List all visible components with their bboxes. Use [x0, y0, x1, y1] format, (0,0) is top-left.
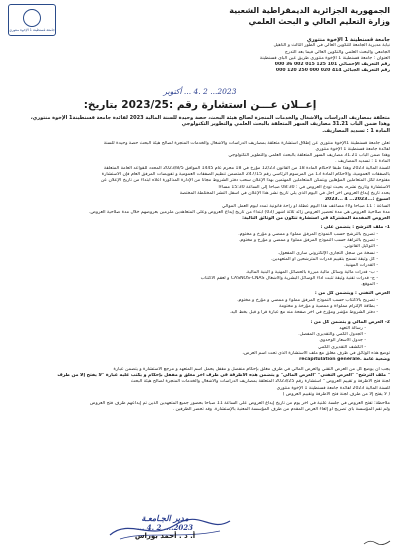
signatory-name: أ. د . أحمد بوراس: [134, 532, 196, 540]
list-item: - ب- قدرات مالية وسائل مالية مبررة بالحصائل المهنية و البنية المالية.: [245, 269, 378, 275]
signature-block: [90, 513, 240, 543]
body-p1: تعلن جامعة قسنطينة 1الإخوة منتوري عن إطلاق استشارة متعلقة بمصاريف الدراسات والأشغال والخدمات المنجزة لصالح هيئة البحث حصة وحيدة للسنة: [103, 140, 390, 146]
announcement-title: إعــلان عـــن استشارة رقم :2023/25 بتاريخ:: [83, 98, 317, 111]
recap-label: وضعية عامة .récapitulation générale: [299, 357, 390, 363]
list-item: - رسالة التعهد: [339, 325, 366, 331]
list-item: - جدول الأسعار الوحدوي: [319, 338, 366, 344]
list-item: - الموقع.: [361, 282, 378, 288]
note-line1: ملاحظة: تفتح العروض في جلسة علنية في آخر يوم من تاريخ إيداع العروض على الساعة 11 صباحا بحضور جميع المتعهدين الذين تم إيداعهم ظرف فتح العروض: [89, 401, 390, 407]
logo-label: جامعة قسنطينة 1 الإخوة منتوري: [9, 27, 55, 32]
ministry-title: وزارة التعليم العالي و البحث العلمي: [248, 16, 390, 26]
list-item: - نسخة من سجل التجاري الإلكتروني ساري المفعول.: [277, 250, 378, 256]
body-p2d: الاستشارة وتاريخ نشره، بحيث تودع العروض في : 08:30 صباحا إلى الساعة 15:30 مساءا: [218, 184, 390, 190]
body-p1c: وهذا ضمن الباب 31.21 مصاريف السهر المتعلقة بالبحث العلمي والتطوير التكنولوجي: [228, 153, 390, 159]
technical-title: العرض التقني : ويتضمن كل من :: [314, 291, 390, 297]
list-item: - بطاقة الإلتزام مملوءة و ممضية و مؤرخة و مختومة: [279, 303, 378, 309]
list-item: - ج- قدرات تقنية وثيقة تثبت أداء الوسائل البشرية والأشغال CASNOS-CNAS و لعقم الاكتتاب: [200, 275, 378, 281]
university-line1: نيابة مديرية الجامعة للتكوين العالي في الطور الثالث و التأهيل: [273, 43, 390, 49]
list-item: - تصريح بالنزاهة حسب النموذج المرفق مملوء و ممضي و مؤرخ و مختوم.: [238, 238, 378, 244]
university-block: [10, 37, 390, 75]
list-item: - تصريح بالاكتتاب حسب النموذج المرفق مملوء و ممضي و مؤرخ و مختوم.: [237, 297, 378, 303]
announcement-subject: [10, 115, 390, 135]
body-p2: للسنة المالية 2023 وهذا طبقا لأحكام المادة 18 من القانون 12/23 مؤرخ في 18 محرم عام 1445 الموافق 2023/8/5 المحدد للقواعد العامة المتعلقة: [103, 165, 390, 171]
body-p3c: الساعة : 11 صباحا ولاء مضاعف هذا اليوم عطلة أو راحة قانونية تمدد ليوم العمل الموالي: [221, 203, 390, 209]
subject-line1: متعلقة بمصاريف الدراسات والأشغال والخدمات المنجزة لصالح هيئة البحث، حصة وحيدة للسنة المالية 2023 لفائدة جامعة قسنطينة1 الإخوة منتوري،: [30, 114, 390, 121]
subject-line3: المادة 1 : تسديد المصاريف.: [322, 127, 390, 134]
technical-section: [10, 291, 390, 316]
list-item: - الجدول الكمي والتقديري المفصل.: [298, 332, 366, 338]
body-p2b: بالصفقات العمومية، والأحكام المادة 13 من المرسوم الرئاسي رقم 247/15 المتضمن تنظيم الصفقات العمومية و تفويضات المرفق العام فإن الاستشارة: [101, 172, 390, 178]
body-p1b: لفائدة جامعة قسنطينة 1 الإخوة منتوري: [315, 146, 390, 152]
university-name: جامعة قسنطينة 1 الإخوة منتوري: [306, 37, 390, 43]
dossier-list: [10, 232, 390, 289]
emblem-icon: [23, 9, 41, 27]
envelope-section: [10, 367, 390, 398]
financial-list: [10, 326, 390, 351]
note-section: [10, 401, 390, 414]
recap-text: توضع هذه الوثائق في ظرف مغلق مع ملف الاستشارة الذي تحت اسم العرض،: [242, 351, 390, 357]
financial-section: [10, 320, 390, 364]
body-text: [10, 141, 390, 223]
republic-title: الجمهورية الجزائرية الديمقراطية الشعبية: [229, 6, 390, 15]
list-item: - دفتر الشروط مؤشر ومؤرخ في أخر صفحة منه مع عبارة قرأ و قبل بخط اليد.: [229, 310, 378, 316]
list-item: - القدرات المهنية.: [344, 263, 378, 269]
list-item: - التوكيل القانوني.: [343, 244, 378, 250]
envelope-line3: لجنة فتح الأظرفة و تقييم العروض " استشارة رقم 2023/25 المتعلقة بمصاريف الدراسات والأشغال والخدمات المنجزة لصالح هيئة البحث: [130, 379, 390, 385]
list-item: - تصريح بالترشح حسب النموذج المرفق مملوء و ممضي و مؤرخ و مختوم.: [238, 231, 378, 237]
technical-list: [10, 298, 390, 317]
list-item: - كل وثيقة تسمح بتقييم قدرات المترشحين أو المتعهدين.: [270, 256, 378, 262]
subject-line2: وهذا ضمن الباب 31.21 مصاريف السهر المتعلقة بالبحث العلمي والتطوير التكنولوجي: [181, 121, 390, 128]
university-line2: الجامعي والبحث العلمي والتكوين العالي فيما بعد التدرج: [284, 49, 390, 55]
signature-date: 2023.... 2 .4 ...: [136, 523, 194, 532]
body-p2c: مفتوحة لكل المتعاملين المؤهلين وبتمكن المتعاملين المهتمين بهذا الإعلان سحب دفتر الشروط مجانا من الإدارة المذكورة أعلاه ابتداء من تاريخ الإعلان عن: [100, 178, 390, 184]
envelope-line2: " ملف الترشح" "العرض التقني" "العرض المالي" و يتضمن هذه الأظرفة في ظرف آخر مغلق و مقفل بإحكام و يكتب عليه عبارة "لا يفتح إلا من طرف: [57, 372, 390, 378]
envelope-line1: يجب أن يوضع كل من العرض التقني والعرض المالي في ظرف مغلق بإحكام منفصل و مقفل يحمل اسم المتعهد و مرجع الاستشارة و يتضمن عبارة: [113, 366, 390, 372]
university-address: العنوان : جامعة قسنطينة 1 الإخوة منتوري طريق عين الباي قسنطينة: [259, 55, 390, 61]
envelope-line5: ( لا يفتح إلا من طرف لجنة فتح الأظرفة وتقييم العروض ): [282, 391, 390, 397]
body-p1d: المادة 1 : تسديد المصاريف .: [335, 159, 390, 165]
date-stamp: 2023... 2 .4 ... أكتوبر: [163, 86, 237, 96]
signature-title: مدير الجـامعـة: [141, 513, 189, 523]
university-logo: [8, 4, 56, 36]
note-line2: ولم تقم المؤسسة بأي تصريح أو إلغاء العرض المقدم من طرف المؤسسة المعنية بالإستشارة. وقد تحضر الظرفين .: [172, 407, 390, 413]
dossier-title: 1- ملف الترشح : يتضمن على :: [320, 225, 390, 231]
body-p3b: أسبوع :...2023... 4 ...2023: [324, 197, 390, 203]
financial-title: 2- العرض المالي و يتضمن كل من :: [310, 319, 390, 325]
dossier-section: [10, 225, 390, 288]
margin-mark-icon: [362, 538, 392, 546]
body-p3d: مدة صلاحية العروض هي مدة تحضير العروض زائد ثلاثة أشهر (03) ابتداء من تاريخ إيداع العروض وعلى المتعاهدين ملزمين بعروضهم خلال مدة صلاحية العروض.: [88, 209, 390, 215]
header: [10, 6, 390, 27]
body-p3: يحدد تاريخ إيداع العروض آخر أجل في اليوم الذي يلي تاريخ نشر هذا الإعلان في أسفل النشر المختلطة المختصة: [179, 190, 390, 196]
envelope-line4: للسنة المالية 2023 لفائدة جامعة قسنطينة 1 الإخوة منتوري: [276, 385, 390, 391]
stat-number: رقم التعريف الإحصائي 101 125 015 002 36 000: [274, 62, 390, 68]
tax-number: رقم التعريف الجبائي 414 020 000 250 120 000: [275, 68, 390, 74]
body-p3e: العروض المقدمة المشتركة في استشارة تتكون من الوثائق التالية:: [242, 216, 390, 222]
list-item: - الكشف التقديري الكمي: [317, 344, 366, 350]
